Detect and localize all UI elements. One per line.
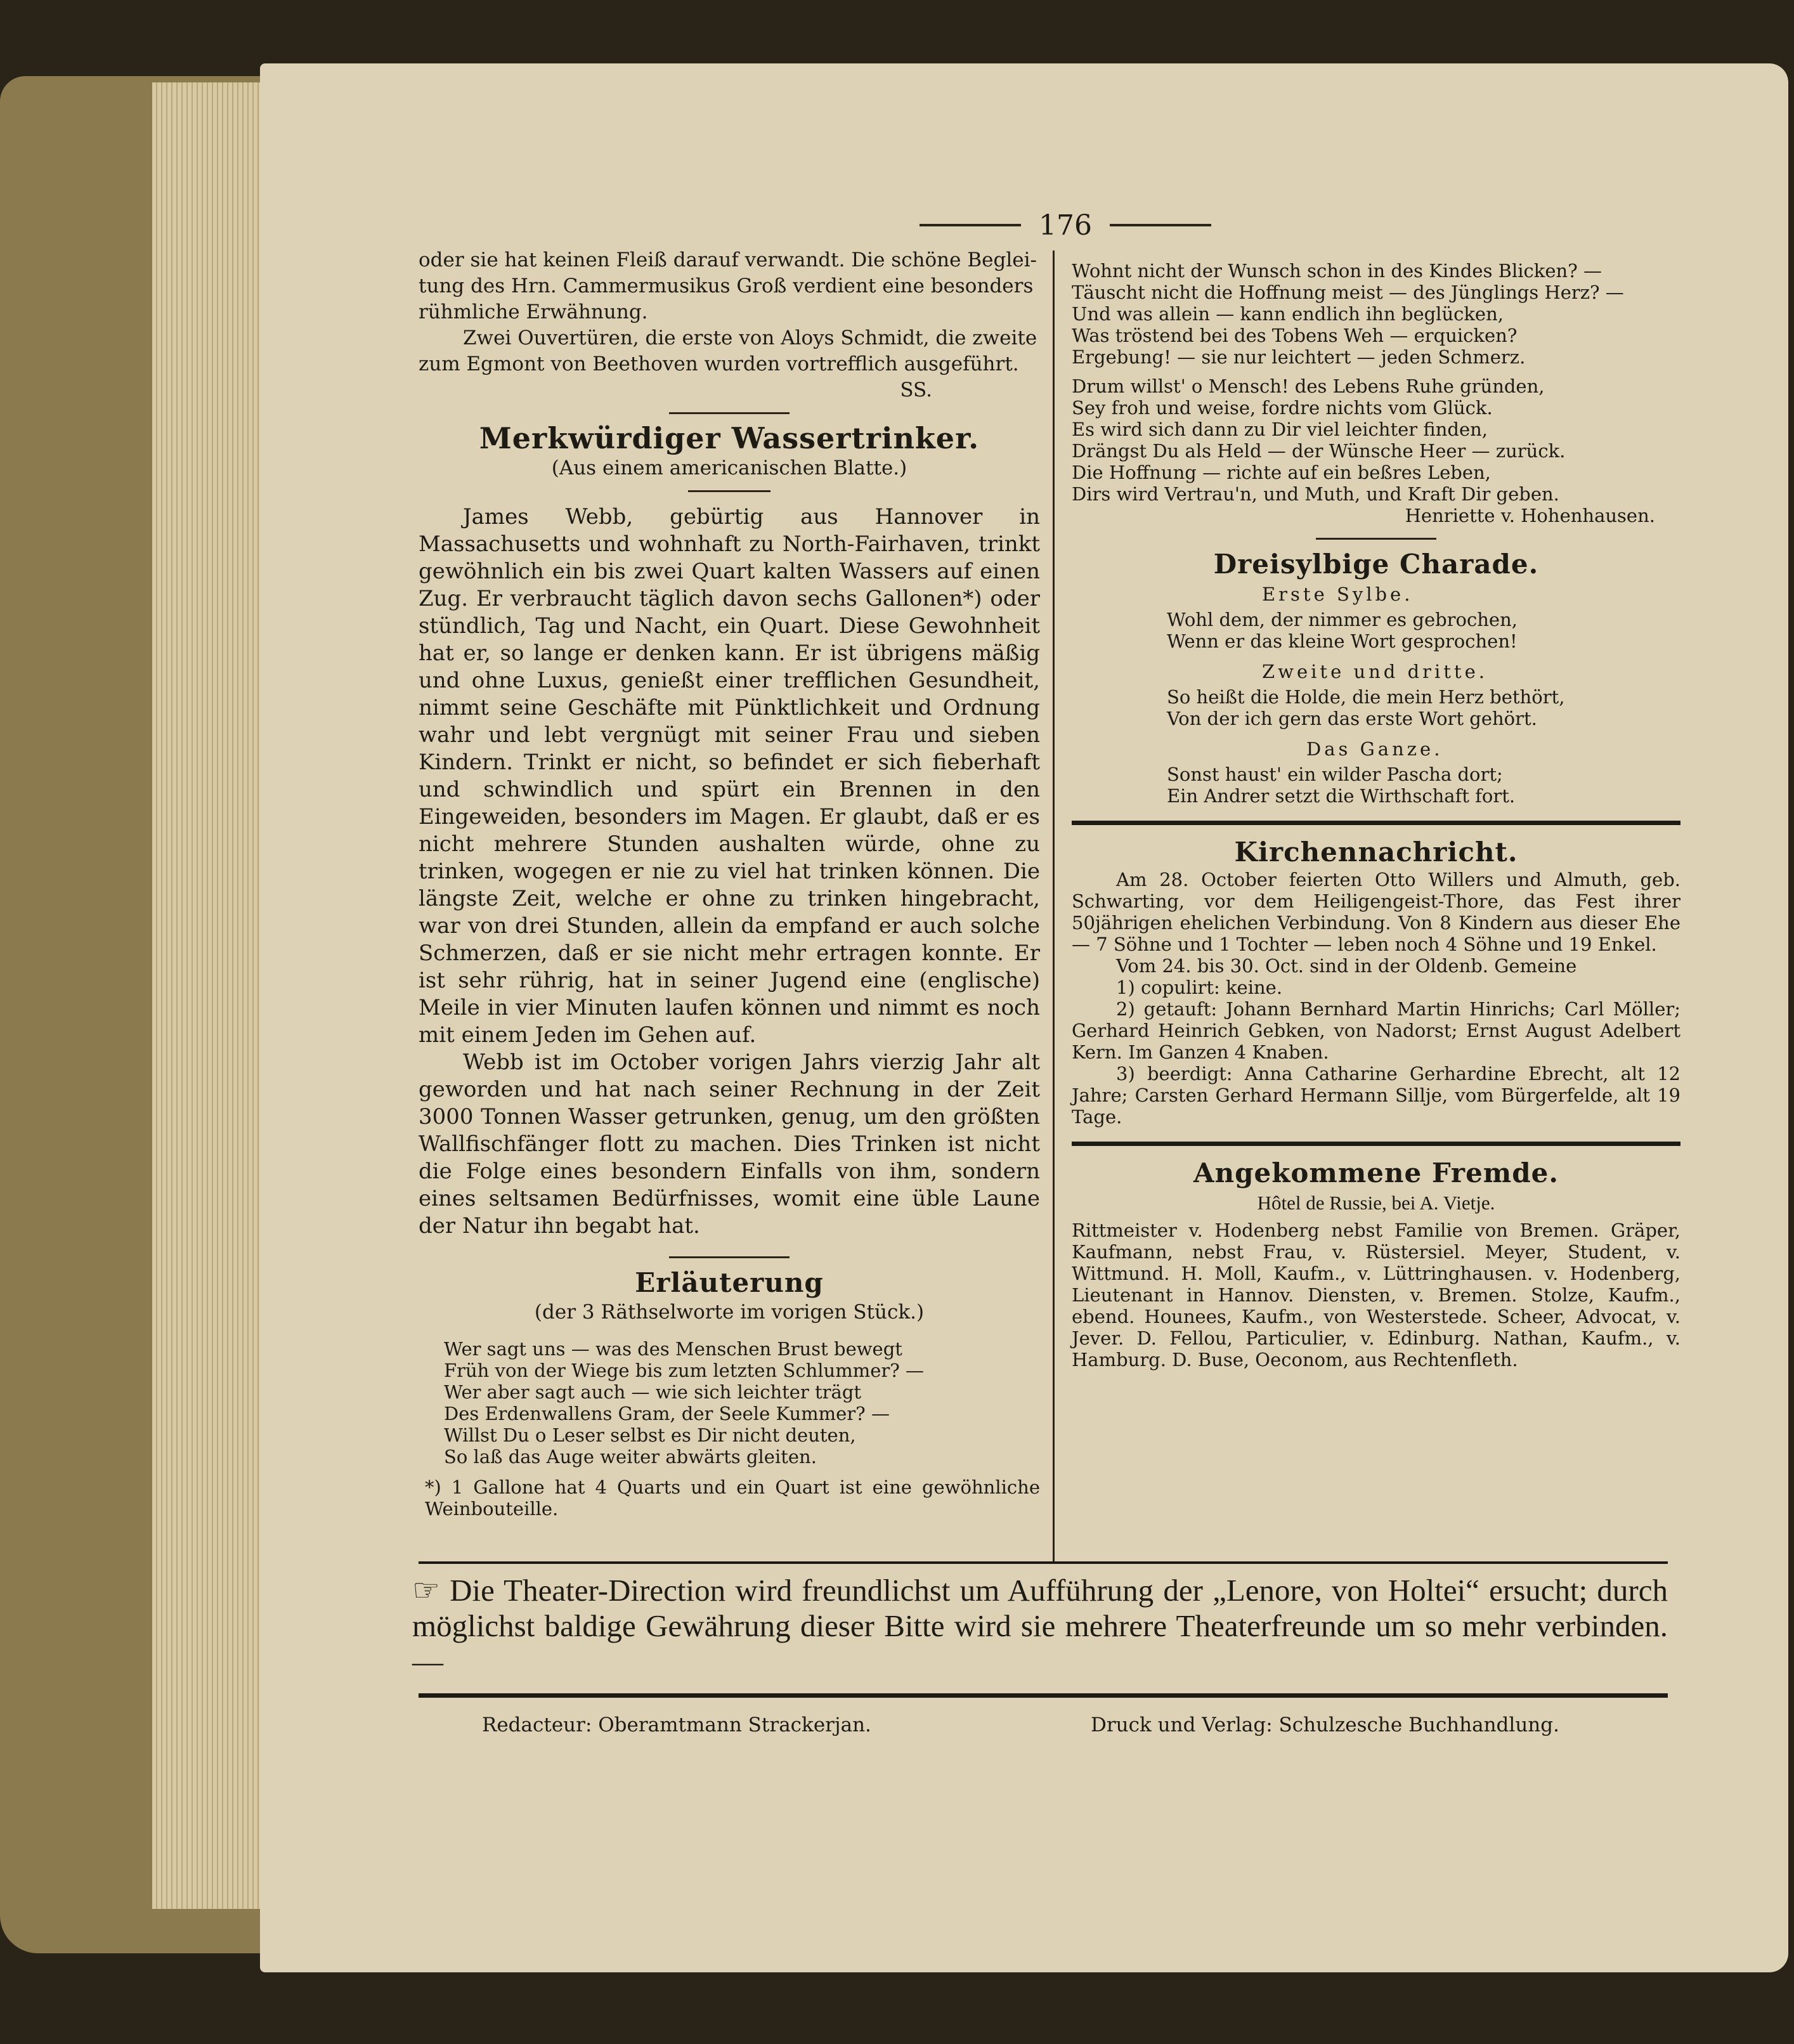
hotel-name: Hôtel de Russie, bei A. Vietje. <box>1257 1192 1495 1214</box>
poem <box>1072 375 1680 505</box>
poem-line: Sey froh und weise, fordre nichts vom Glück. <box>1072 397 1493 419</box>
footer-rule <box>419 1693 1668 1698</box>
charade <box>1167 583 1680 807</box>
intro-signature: SS. <box>900 379 932 401</box>
church-paragraph: Am 28. October feierten Otto Willers und Almuth, geb. Schwarting, vor dem Heiligengeist-Thore, das Fest ihrer 50jährigen ehelichen Verbindung. Von 8 Kindern aus dieser Ehe — 7 Söhne und 1 Tochter — leben noch 4 Söhne und 19 Enkel. <box>1072 869 1680 955</box>
poem <box>444 1338 1040 1468</box>
poem-line: Und was allein — kann endlich ihn beglücken, <box>1072 303 1504 325</box>
poem-line: Drum willst' o Mensch! des Lebens Ruhe gründen, <box>1072 375 1545 397</box>
poem <box>1072 260 1680 368</box>
article-subtitle: (der 3 Räthselworte im vorigen Stück.) <box>534 1301 925 1324</box>
poem-line: So laß das Auge weiter abwärts gleiten. <box>444 1446 817 1468</box>
poem-line: Drängst Du als Held — der Wünsche Heer — zurück. <box>1072 440 1566 462</box>
charade-line: Sonst haust' ein wilder Pascha dort; <box>1167 764 1503 785</box>
intro-line: rühmliche Erwähnung. <box>419 301 648 323</box>
church-news-title: Kirchennachricht. <box>1234 836 1518 868</box>
poem-line: Früh von der Wiege bis zum letzten Schlummer? — <box>444 1360 925 1381</box>
arrivals-title: Angekommene Fremde. <box>1193 1157 1559 1188</box>
charade-title: Dreisylbige Charade. <box>1213 549 1539 580</box>
subtitle-rule <box>688 490 770 492</box>
poem-line: Was tröstend bei des Tobens Weh — erquicken? <box>1072 325 1518 346</box>
poem-line: Wohnt nicht der Wunsch schon in des Kindes Blicken? — <box>1072 260 1602 282</box>
charade-line: Von der ich gern das erste Wort gehört. <box>1167 708 1537 729</box>
article-paragraph: James Webb, gebürtig aus Hannover in Massachusetts und wohnhaft zu North-Fairhaven, trinkt gewöhnlich ein bis zwei Quart kalten Wassers auf einen Zug. Er verbraucht täglich davon sechs Gallonen*) oder stündlich, Tag und Nacht, ein Quart. Diese Gewohnheit hat er, so lange er denken kann. Er ist übrigens mäßig und ohne Luxus, genießt einer trefflichen Gesundheit, nimmt seine Geschäfte mit Pünktlichkeit und Ordnung wahr und lebt vergnügt mit seiner Frau und sieben Kindern. Trinkt er nicht, so befindet er sich fieberhaft und schwindlich und spürt ein Brennen in den Eingeweiden, besonders im Magen. Er glaubt, daß er es nicht mehrere Stunden aushalten würde, ohne zu trinken, wogegen er nie zu viel hat trinken können. Die längste Zeit, welche er ohne zu trinken hingebracht, war von drei Stunden, allein da empfand er auch solche Schmerzen, daß er sie nicht mehr ertragen konnte. Er ist sehr rührig, hat in seiner Jugend eine (englische) Meile in vier Minuten laufen können und nimmt es noch mit einem Jeden im Gehen auf. <box>419 504 1040 1048</box>
intro-line: tung des Hrn. Cammermusikus Groß verdient eine besonders <box>419 275 1034 297</box>
intro-paragraph <box>419 247 1040 403</box>
section-rule <box>669 412 790 414</box>
header-rule-right <box>1110 224 1211 226</box>
poem-line: Dirs wird Vertrau'n, und Muth, und Kraft Dir geben. <box>1072 483 1559 505</box>
intro-line: oder sie hat keinen Fleiß darauf verwandt. Die schöne Beglei- <box>419 249 1037 271</box>
poem-line: Die Hoffnung — richte auf ein beßres Leben, <box>1072 462 1491 483</box>
section-rule <box>1316 538 1436 540</box>
footer-editor: Redacteur: Oberamtmann Strackerjan. <box>482 1714 871 1736</box>
poem-line: Wer aber sagt auch — wie sich leichter trägt <box>444 1381 862 1403</box>
article-title: Erläuterung <box>635 1267 824 1298</box>
poem-line: Ergebung! — sie nur leichtert — jeden Schmerz. <box>1072 346 1526 368</box>
page-number-header <box>900 206 1230 244</box>
right-column <box>1072 260 1680 1370</box>
footer-printer: Druck und Verlag: Schulzesche Buchhandlung. <box>1091 1714 1559 1736</box>
charade-line: Ein Andrer setzt die Wirthschaft fort. <box>1167 785 1516 807</box>
charade-part-label: Zweite und dritte. <box>1262 661 1488 682</box>
article-title: Merkwürdiger Wassertrinker. <box>479 421 980 455</box>
poem-line: Willst Du o Leser selbst es Dir nicht deuten, <box>444 1424 856 1446</box>
arrivals-text: Rittmeister v. Hodenberg nebst Familie von Bremen. Gräper, Kaufmann, nebst Frau, v. Rüstersiel. Meyer, Student, v. Wittmund. H. Moll, Kaufm., v. Lüttringhausen. v. Hodenberg, Lieutenant in Hannov. Diensten, v. Bremen. Stolze, Kaufm., ebend. Hounees, Kaufm., von Westerstede. Scheer, Advocat, v. Jever. D. Fellou, Particulier, v. Edinburg. Nathan, Kaufm., v. Hamburg. D. Buse, Oeconom, aus Rechtenfleth. <box>1072 1220 1680 1370</box>
poem-line: Des Erdenwallens Gram, der Seele Kummer? — <box>444 1403 890 1424</box>
notice-rule-top <box>419 1561 1668 1564</box>
poem-line: Täuscht nicht die Hoffnung meist — des Jünglings Herz? — <box>1072 282 1624 303</box>
church-item: 3) beerdigt: Anna Catharine Gerhardine Ebrecht, alt 12 Jahre; Carsten Gerhard Hermann Sillje, vom Bürgerfelde, alt 19 Tage. <box>1072 1063 1680 1128</box>
charade-line: So heißt die Holde, die mein Herz bethört, <box>1167 686 1565 708</box>
section-rule-thick <box>1072 1142 1680 1146</box>
footnote: *) 1 Gallone hat 4 Quarts und ein Quart ist eine gewöhnliche Weinbouteille. <box>425 1476 1040 1520</box>
church-item: 1) copulirt: keine. <box>1116 977 1283 998</box>
column-divider <box>1053 251 1055 1563</box>
charade-line: Wenn er das kleine Wort gesprochen! <box>1167 630 1518 652</box>
church-item: 2) getauft: Johann Bernhard Martin Hinrichs; Carl Möller; Gerhard Heinrich Gebken, von Nadorst; Ernst August Adelbert Kern. Im Ganzen 4 Knaben. <box>1072 998 1680 1063</box>
poem-author: Henriette v. Hohenhausen. <box>1405 505 1655 526</box>
article-paragraph: Webb ist im October vorigen Jahrs vierzig Jahr alt geworden und hat nach seiner Rechnung in der Zeit 3000 Tonnen Wasser getrunken, genug, um den größten Wallfischfänger flott zu machen. Dies Trinken ist nicht die Folge eines besondern Einfalls von ihm, sondern eines seltsamen Bedürfnisses, womit eine üble Laune der Natur ihn begabt hat. <box>419 1050 1040 1239</box>
header-rule-left <box>920 224 1021 226</box>
section-rule <box>669 1256 790 1258</box>
page-number: 176 <box>1039 209 1092 242</box>
church-week: Vom 24. bis 30. Oct. sind in der Oldenb. Gemeine <box>1116 955 1577 977</box>
left-column <box>419 247 1040 1520</box>
charade-part-label: Erste Sylbe. <box>1262 583 1414 605</box>
charade-line: Wohl dem, der nimmer es gebrochen, <box>1167 609 1518 630</box>
section-rule-thick <box>1072 821 1680 825</box>
intro-line: Zwei Ouvertüren, die erste von Aloys Schmidt, die zweite <box>463 327 1037 349</box>
theater-notice: ☞ Die Theater-Direction wird freundlichst um Aufführung der „Lenore, von Holtei“ ersucht; durch möglichst baldige Gewährung dieser Bitte wird sie mehrere Theaterfreunde um so mehr verbinden. — <box>412 1573 1668 1679</box>
article-subtitle: (Aus einem americanischen Blatte.) <box>551 457 907 479</box>
poem-line: Wer sagt uns — was des Menschen Brust bewegt <box>444 1338 902 1360</box>
poem-line: Es wird sich dann zu Dir viel leichter finden, <box>1072 419 1488 440</box>
intro-line: zum Egmont von Beethoven wurden vortrefflich ausgeführt. <box>419 353 1019 375</box>
charade-part-label: Das Ganze. <box>1306 738 1443 760</box>
